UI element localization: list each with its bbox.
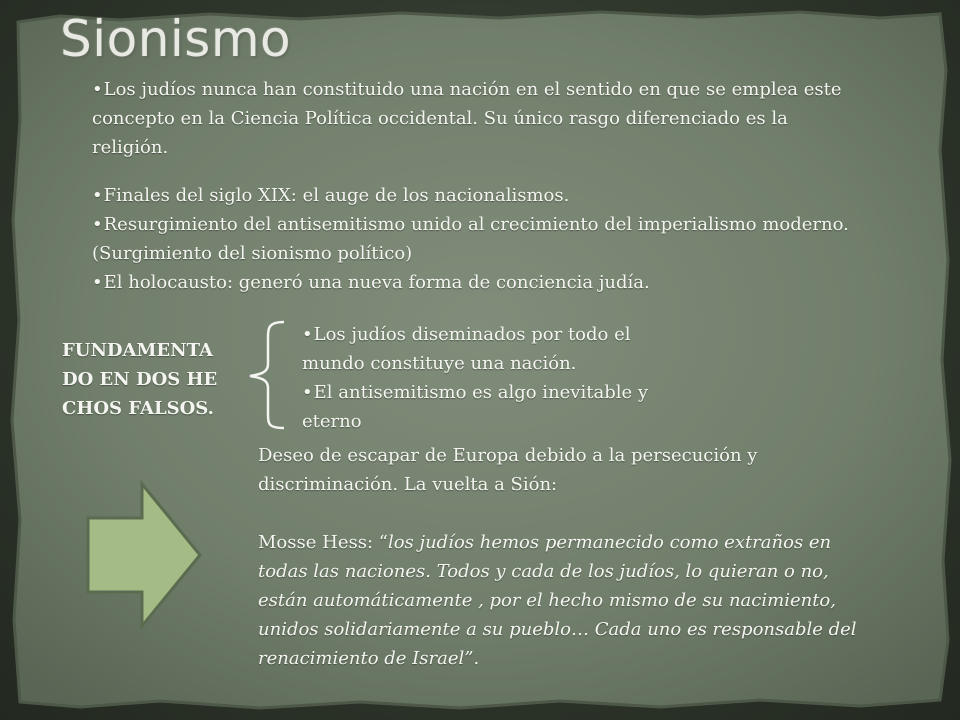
hess-intro: Mosse Hess: “ (258, 532, 388, 553)
bullet-nacionalismos: • Finales del siglo XIX: el auge de los nacionalismos. (92, 181, 852, 210)
intro-bullets (92, 75, 852, 297)
bullet-holocausto: • El holocausto: generó una nueva forma de conciencia judía. (92, 268, 852, 297)
fundamentado-label: FUNDAMENTADO EN DOS HECHOS FALSOS. (62, 340, 218, 419)
bullet-naciones: • Los judíos nunca han constituido una nación en el sentido en que se emplea este concepto en la Ciencia Política occidental. Su único rasgo diferenciado es la religión. (92, 75, 852, 162)
false-facts-list (302, 320, 692, 436)
hess-quote: los judíos hemos permanecido como extraños en todas las naciones. Todos y cada de los judíos, lo quieran o no, están automáticamente , por el hecho mismo de su nacimiento, unidos solidariamente a su pueblo… Cada uno es responsable del renacimiento de Israel”. (258, 532, 857, 669)
bullet-antisemitismo: • Resurgimiento del antisemitismo unido al crecimiento del imperialismo moderno. (Surgimiento del sionismo político) (92, 210, 852, 268)
slide-title: Sionismo (60, 10, 292, 68)
fact-nacion: • Los judíos diseminados por todo el mundo constituye una nación. (302, 320, 692, 378)
right-arrow-icon (78, 480, 208, 630)
deseo-paragraph: Deseo de escapar de Europa debido a la persecución y discriminación. La vuelta a Sión: (258, 445, 758, 495)
fact-antisemitismo: • El antisemitismo es algo inevitable y eterno (302, 378, 692, 436)
curly-brace-icon (242, 318, 292, 430)
hess-paragraph (258, 528, 868, 673)
